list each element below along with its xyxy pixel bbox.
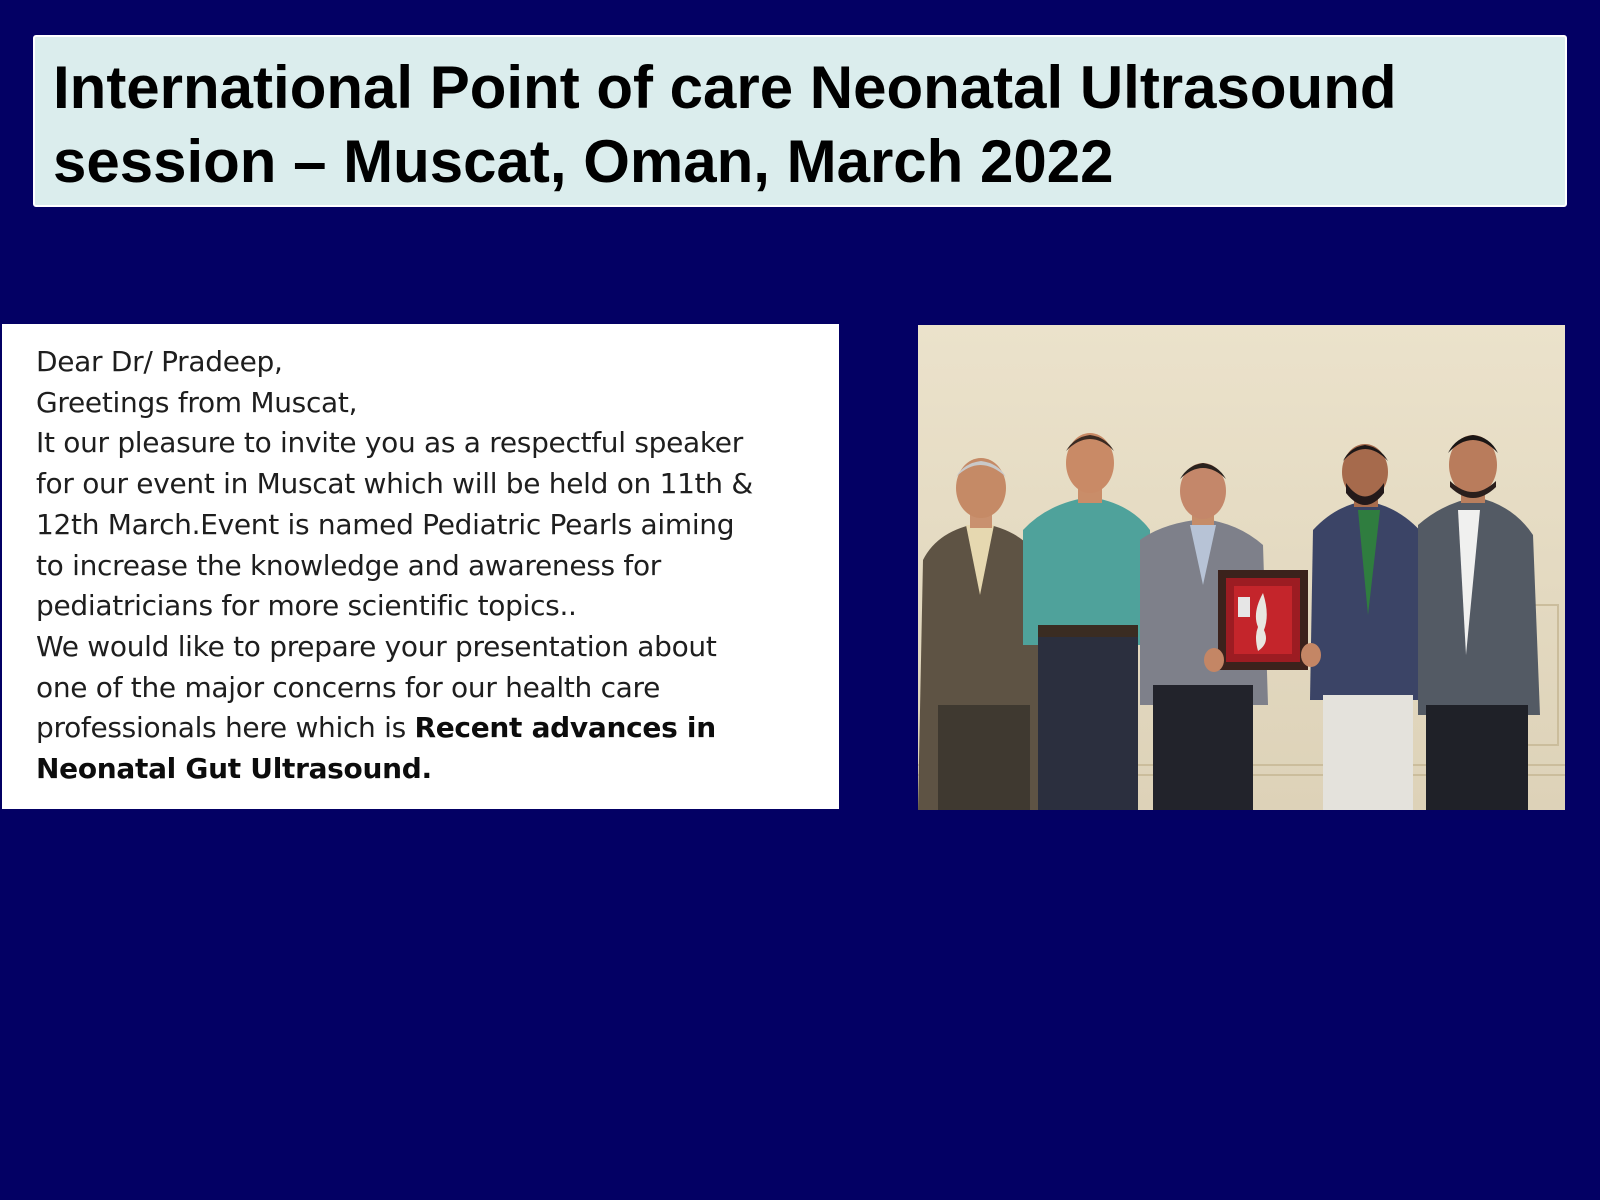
title-box	[33, 35, 1567, 207]
slide-title-line-1: International Point of care Neonatal Ultrasound	[53, 54, 1397, 121]
letter-line: pediatricians for more scientific topics..	[36, 589, 577, 623]
letter-line-10	[36, 708, 829, 749]
letter-line: to increase the knowledge and awareness for	[36, 548, 662, 582]
letter-line-10-prefix: professionals here which is	[36, 711, 415, 745]
letter-line: Greetings from Muscat,	[36, 385, 358, 419]
letter-line: We would like to prepare your presentation about	[36, 629, 717, 663]
letter-line: Dear Dr/ Pradeep,	[36, 345, 283, 378]
talk-topic-part-1: Recent advances in	[414, 711, 716, 745]
letter-line: one of the major concerns for our health care	[36, 670, 661, 704]
framed-memento	[1218, 570, 1308, 670]
group-photo-illustration	[918, 325, 1565, 810]
letter-line: for our event in Muscat which will be held on 11th &	[36, 467, 753, 501]
invitation-letter	[2, 324, 839, 809]
talk-topic-part-2: Neonatal Gut Ultrasound.	[36, 752, 432, 786]
letter-line: 12th March.Event is named Pediatric Pearls aiming	[36, 507, 735, 541]
group-photo	[918, 325, 1565, 810]
slide-title	[53, 51, 1547, 199]
letter-line: It our pleasure to invite you as a respectful speaker	[36, 426, 743, 460]
slide-title-line-2: session – Muscat, Oman, March 2022	[53, 128, 1114, 195]
